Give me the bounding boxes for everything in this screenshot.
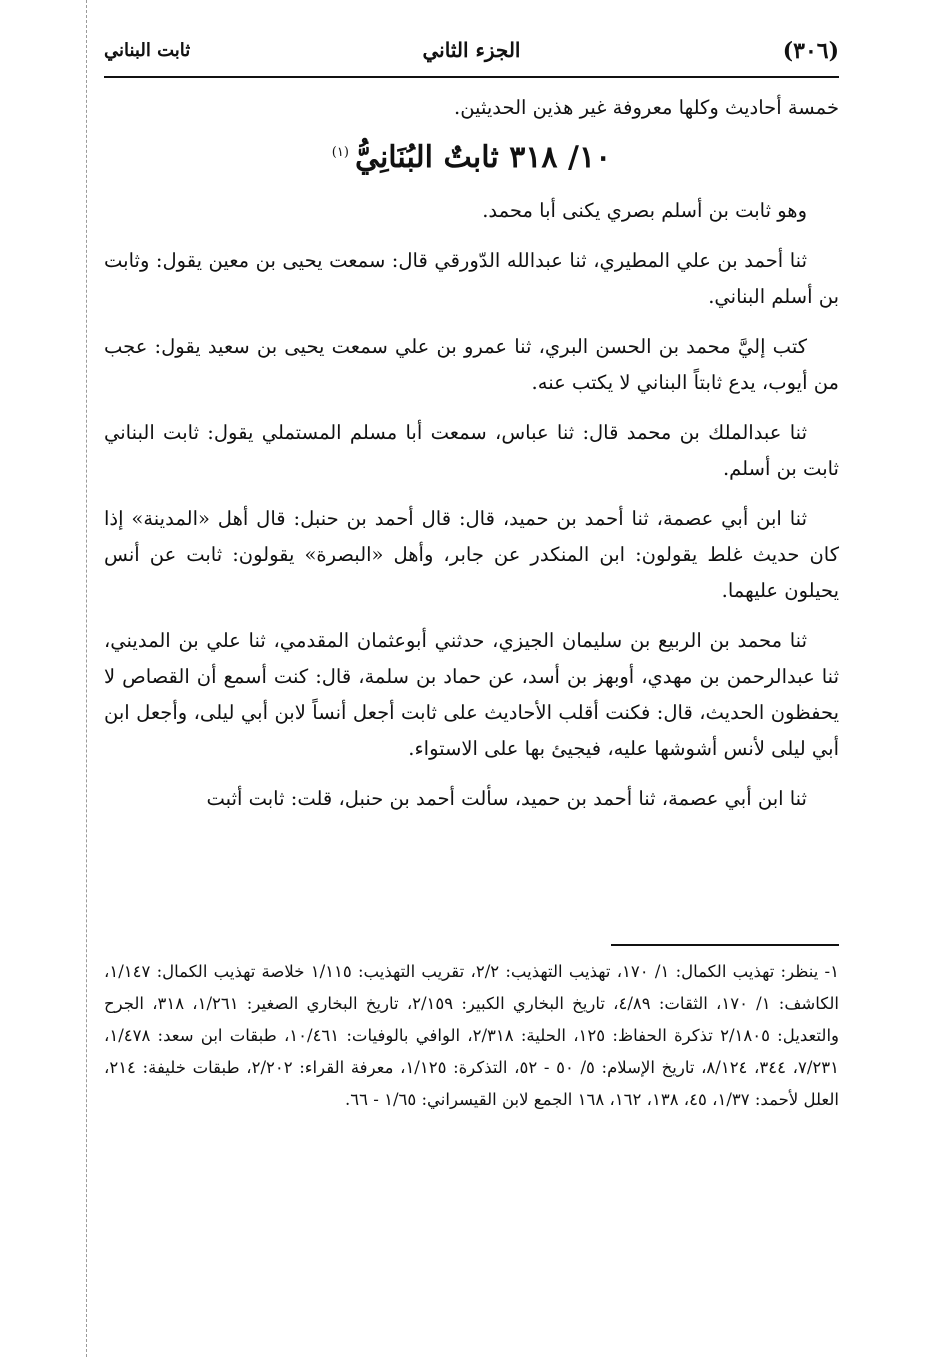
section-heading-text: ١٠/ ٣١٨ ثابتٌ البُنَانِيُّ xyxy=(354,140,612,175)
paragraph: ثنا عبدالملك بن محمد قال: ثنا عباس، سمعت أبا مسلم المستملي يقول: ثابت البناني ثابت بن أسلم. xyxy=(104,421,839,480)
paragraph: ثنا محمد بن الربيع بن سليمان الجيزي، حدثني أبوعثمان المقدمي، ثنا علي بن المديني، ثنا عبدالرحمن بن مهدي، أوبهز بن أسد، عن حماد بن سلمة، قال: كنت أسمع أن القصاص لا يحفظون الحديث، قال: فكنت أقلب الأحاديث على ثابت أجعل أنساً لابن أبي ليلى، وأجعل ابن أبي ليلى لأنس أشوشها عليه، فيجيئ بها على الاستواء. xyxy=(104,629,839,760)
running-title: ثابت البناني xyxy=(104,40,191,61)
footnotes xyxy=(104,956,839,1116)
part-title: الجزء الثاني xyxy=(422,38,521,62)
intro-line: خمسة أحاديث وكلها معروفة غير هذين الحديثين. xyxy=(454,96,839,119)
paragraph: وهو ثابت بن أسلم بصري يكنى أبا محمد. xyxy=(482,199,807,222)
paragraph: ثنا ابن أبي عصمة، ثنا أحمد بن حميد، سألت أحمد بن حنبل، قلت: ثابت أثبت xyxy=(206,787,807,810)
main-text xyxy=(104,90,839,831)
paragraph: ثنا ابن أبي عصمة، ثنا أحمد بن حميد، قال: قال أحمد بن حنبل: قال أهل «المدينة» إذا كان حديث غلط يقولون: ابن المنكدر عن جابر، وأهل «البصرة» يقولون: ثابت عن أنس يحيلون عليهما. xyxy=(104,507,839,602)
binding-edge xyxy=(86,0,87,1357)
footnote-1: ١- ينظر: تهذيب الكمال: ١/ ١٧٠، تهذيب التهذيب: ٢/٢، تقريب التهذيب: ١/١١٥ خلاصة تهذيب الكمال: ١/١٤٧، الكاشف: ١/ ١٧٠، الثقات: ٤/٨٩، تاريخ البخاري الكبير: ٢/١٥٩، تاريخ البخاري الصغير: ١/٢٦١، ٣١٨، الجرح والتعديل: ٢/١٨٠٥ تذكرة الحفاظ: ١٢٥، الحلية: ٢/٣١٨، الوافي بالوفيات: ١٠/٤٦١، طبقات ابن سعد: ١/٤٧٨، ٧/٢٣١، ٣٤٤، ٨/١٢٤، تاريخ الإسلام: ٥/ ٥٠ - ٥٢، التذكرة: ١/١٢٥، معرفة القراء: ٢/٢٠٢، طبقات خليفة: ٢١٤، العلل لأحمد: ١/٣٧، ٤٥، ١٣٨، ١٦٢، ١٦٨ الجمع لابن القيسراني: ١/٦٥ - ٦٦. xyxy=(104,962,840,1109)
footnote-rule xyxy=(611,944,839,946)
paragraph: ثنا أحمد بن علي المطيري، ثنا عبدالله الدّورقي قال: سمعت يحيى بن معين يقول: وثابت بن أسلم البناني. xyxy=(104,249,839,308)
section-heading xyxy=(104,130,839,181)
footnote-reference: (١) xyxy=(331,145,349,160)
paragraph: كتب إليَّ محمد بن الحسن البري، ثنا عمرو بن علي سمعت يحيى بن سعيد يقول: عجب من أيوب، يدع ثابتاً البناني لا يكتب عنه. xyxy=(104,335,839,394)
page-number: (٣٠٦) xyxy=(782,38,839,64)
page-header xyxy=(104,34,839,74)
header-rule xyxy=(104,76,839,78)
